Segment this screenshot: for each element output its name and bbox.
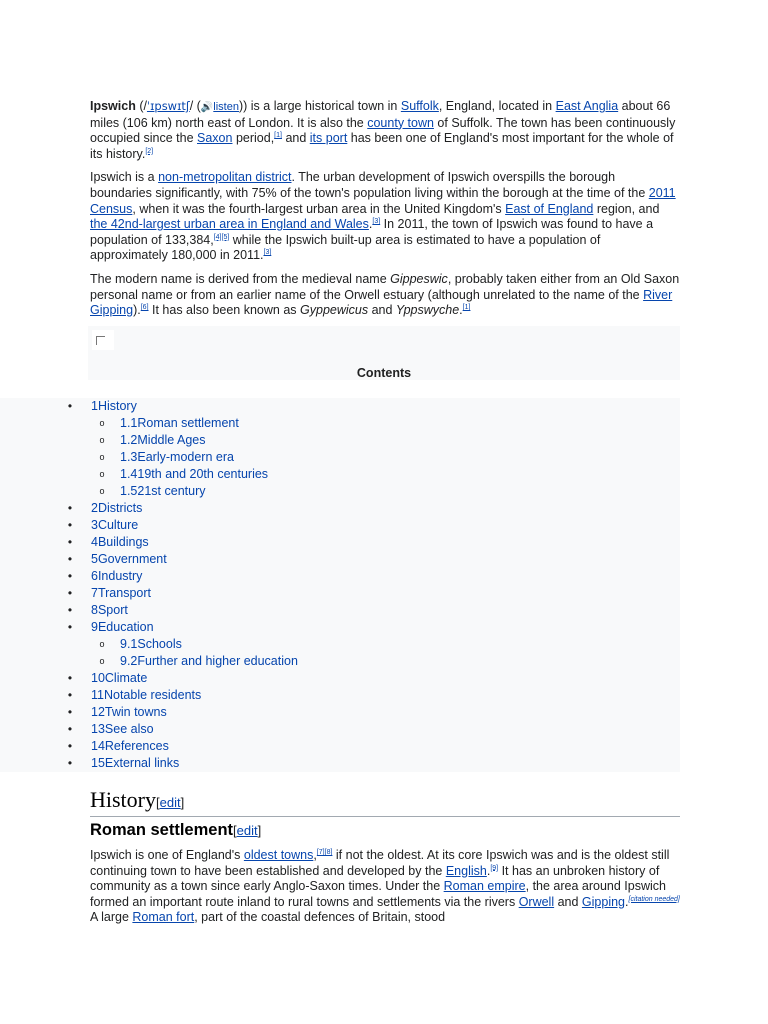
toc-link[interactable] [91, 721, 154, 738]
gippeswic-italic: Gippeswic [390, 271, 448, 286]
census-link[interactable]: 2011 Census [90, 185, 676, 216]
roman-settlement-heading-text: Roman settlement [90, 821, 234, 839]
toc-item[interactable] [0, 517, 680, 534]
toc-label[interactable]: External links [104, 756, 180, 770]
toc-item[interactable] [0, 551, 680, 568]
toc-label[interactable]: Industry [97, 569, 143, 583]
toc-item[interactable] [0, 466, 680, 483]
toc-item[interactable] [0, 704, 680, 721]
toc-item[interactable] [0, 602, 680, 619]
toc-number: 3 [91, 518, 98, 532]
roman-fort-link[interactable]: Roman fort [132, 910, 195, 925]
circle-bullet-icon: o [99, 452, 105, 462]
bullet-icon: • [67, 603, 73, 617]
toc-link[interactable] [91, 551, 167, 568]
bullet-icon: • [67, 756, 73, 770]
toc-label[interactable]: Education [97, 620, 154, 634]
gipping-link[interactable]: Gipping [581, 894, 626, 909]
bullet-icon: • [67, 671, 73, 685]
toc-link[interactable] [91, 568, 142, 585]
ref-2[interactable]: [2] [145, 147, 154, 155]
toc-item[interactable] [0, 483, 680, 500]
bullet-icon: • [67, 569, 73, 583]
toc-link[interactable] [91, 670, 147, 687]
toc-label[interactable]: Further and higher education [137, 654, 298, 668]
history-heading: History[edit] [90, 786, 680, 817]
toc-link[interactable] [91, 704, 167, 721]
toc-number: 14 [91, 739, 105, 753]
toc-link[interactable] [91, 755, 179, 772]
bullet-icon: • [67, 399, 73, 413]
toc-item[interactable] [0, 738, 680, 755]
toc-item[interactable] [0, 415, 680, 432]
toc-number: 5 [91, 552, 98, 566]
ref-3b[interactable]: [3] [263, 249, 272, 257]
bullet-icon: • [67, 620, 73, 634]
history-heading-text: History [90, 787, 156, 812]
bullet-icon: • [67, 586, 73, 600]
toc-item[interactable] [0, 653, 680, 670]
toc-number: 12 [91, 705, 105, 719]
name-paragraph: The modern name is derived from the medieval name Gippeswic, probably taken either from an Old Saxon personal name or from an earlier name of the Orwell estuary (although unrelated to the name of the River Gipping).[6] It has also been known as Gyppewicus and Yppswyche.[1] [90, 271, 680, 318]
toc-link[interactable] [120, 653, 298, 670]
county-town-link[interactable]: county town [367, 115, 434, 130]
toc-label[interactable]: 19th and 20th centuries [137, 467, 269, 481]
toc-item[interactable] [0, 636, 680, 653]
bullet-icon: • [67, 518, 73, 532]
toc-label[interactable]: Sport [97, 603, 128, 617]
toc-link[interactable] [120, 432, 206, 449]
suffolk-link[interactable]: Suffolk [400, 99, 439, 113]
circle-bullet-icon: o [99, 656, 105, 666]
saxon-link[interactable]: Saxon [197, 131, 233, 146]
toc-item[interactable] [0, 721, 680, 738]
toc-link[interactable] [120, 449, 234, 466]
intro-paragraph: Ipswich (/ˈɪpswɪtʃ/ (🔊listen)) is a large historical town in Suffolk, England, located in East Anglia about 66 miles (106 km) north east of London. It is also the county town of Suffolk. The town has been continuously occupied since the Saxon period,[1] and its port has been one of England's most important for the whole of its history.[2] [90, 99, 676, 161]
ref-4-5[interactable]: [4][5] [213, 233, 230, 241]
roman-empire-link[interactable]: Roman empire [443, 879, 526, 894]
toc-label[interactable]: Middle Ages [137, 433, 206, 447]
toc-link[interactable] [91, 619, 154, 636]
bullet-icon: • [67, 552, 73, 566]
toc-link[interactable] [120, 636, 182, 653]
toc-label[interactable]: See also [104, 722, 154, 736]
roman-settlement-heading: Roman settlement[edit] [90, 821, 262, 839]
toc-list [0, 398, 680, 772]
non-metropolitan-district-link[interactable]: non-metropolitan district [158, 170, 292, 185]
ref-7-8[interactable]: [7][8] [316, 848, 333, 856]
its-port-link[interactable]: its port [309, 131, 348, 146]
toc-link[interactable] [120, 415, 239, 432]
toc-label[interactable]: Transport [97, 586, 151, 600]
citation-needed-link[interactable]: [citation needed] [628, 895, 680, 903]
toc-link[interactable] [91, 534, 149, 551]
toc-checkbox-icon[interactable] [96, 336, 105, 345]
toc-label[interactable]: Districts [97, 501, 143, 515]
article-title-bold: Ipswich [90, 99, 136, 113]
ref-1b[interactable]: [1] [462, 303, 471, 311]
orwell-link[interactable]: Orwell [518, 894, 555, 909]
toc-item[interactable] [0, 398, 680, 415]
toc-item[interactable] [0, 670, 680, 687]
toc-number: 1.1 [120, 416, 138, 430]
toc-item[interactable] [0, 619, 680, 636]
toc-number: 15 [91, 756, 105, 770]
toc-item[interactable] [0, 500, 680, 517]
circle-bullet-icon: o [99, 486, 105, 496]
toc-label[interactable]: 21st century [137, 484, 206, 498]
oldest-towns-link[interactable]: oldest towns [243, 848, 314, 862]
roman-edit-link[interactable]: edit [236, 823, 258, 838]
toc-item[interactable] [0, 449, 680, 466]
toc-label[interactable]: Roman settlement [137, 416, 239, 430]
article-body [90, 99, 680, 327]
toc-number: 9 [91, 620, 98, 634]
toc-link[interactable] [91, 517, 138, 534]
toc-number: 9.1 [120, 637, 138, 651]
toc-item[interactable] [0, 432, 680, 449]
district-paragraph: Ipswich is a non-metropolitan district. The urban development of Ipswich overspills the borough boundaries significantly, with 75% of the town's population living within the borough at the time of the 2011 Census, when it was the fourth-largest urban area in the United Kingdom's East of England region, and the 42nd-largest urban area in England and Wales.[3] In 2011, the town of Ipswich was found to have a population of 133,384,[4][5] while the Ipswich built-up area is estimated to have a population of approximately 180,000 in 2011.[3] [90, 170, 676, 263]
toc-item[interactable] [0, 534, 680, 551]
bullet-icon: • [67, 501, 73, 515]
ref-1[interactable]: [1] [274, 132, 282, 140]
circle-bullet-icon: o [99, 469, 105, 479]
toc-number: 10 [91, 671, 105, 685]
bullet-icon: • [67, 722, 73, 736]
listen-link[interactable]: listen [213, 101, 239, 113]
toc-label[interactable]: Culture [97, 518, 139, 532]
toc-number: 1.2 [120, 433, 138, 447]
toc-label[interactable]: Schools [137, 637, 182, 651]
toc-number: 6 [91, 569, 98, 583]
bullet-icon: • [67, 688, 73, 702]
toc-item[interactable] [0, 687, 680, 704]
toc-number: 1.3 [120, 450, 138, 464]
toc-header [88, 326, 680, 380]
toc-link[interactable] [91, 500, 142, 517]
roman-paragraph: Ipswich is one of England's oldest towns,[7][8] if not the oldest. At its core Ipswich was and is the oldest still continuing town to have been established and developed by the English.[9] It has an unbroken history of community as a town since early Anglo-Saxon times. Under the Roman empire, the area around Ipswich formed an important route inland to rural towns and settlements via the rivers Orwell and Gipping.[citation needed] A large Roman fort, part of the coastal defences of Britain, stood [90, 848, 680, 925]
ref-3[interactable]: [3] [372, 218, 381, 225]
toc-link[interactable] [91, 602, 128, 619]
circle-bullet-icon: o [99, 639, 105, 649]
ref-6[interactable]: [6] [140, 303, 149, 311]
toc-number: 1 [91, 399, 98, 413]
speaker-icon[interactable]: 🔊 [200, 102, 214, 113]
toc-label[interactable]: History [97, 399, 137, 413]
circle-bullet-icon: o [99, 418, 105, 428]
toc-item[interactable] [0, 585, 680, 602]
east-anglia-link[interactable]: East Anglia [555, 99, 619, 113]
toc-link[interactable] [91, 585, 151, 602]
english-link[interactable]: English [445, 863, 487, 878]
toc-number: 1.4 [120, 467, 138, 481]
ipa-link[interactable]: ˈɪpswɪtʃ [146, 99, 190, 113]
bullet-icon: • [67, 535, 73, 549]
toc-link[interactable] [91, 687, 201, 704]
toc-label[interactable]: Government [97, 552, 167, 566]
toc-toggle[interactable] [92, 330, 114, 350]
toc-number: 4 [91, 535, 98, 549]
ref-9[interactable]: [9] [490, 864, 499, 872]
toc-number: 7 [91, 586, 98, 600]
bullet-icon: • [67, 705, 73, 719]
toc-label[interactable]: Notable residents [103, 688, 202, 702]
urban-area-link[interactable]: the 42nd-largest urban area in England and Wales [90, 217, 369, 232]
river-gipping-link[interactable]: River Gipping [90, 287, 673, 318]
toc-number: 1.5 [120, 484, 138, 498]
toc-label[interactable]: References [104, 739, 169, 753]
toc-item[interactable] [0, 755, 680, 772]
toc-item[interactable] [0, 568, 680, 585]
yppswyche-italic: Yppswyche [395, 303, 460, 318]
toc-label[interactable]: Twin towns [104, 705, 167, 719]
toc-label[interactable]: Buildings [97, 535, 149, 549]
toc-link[interactable] [120, 466, 268, 483]
toc-number: 13 [91, 722, 105, 736]
bullet-icon: • [67, 739, 73, 753]
toc-number: 2 [91, 501, 98, 515]
history-edit-link[interactable]: edit [159, 795, 181, 810]
gyppewicus-italic: Gyppewicus [300, 303, 369, 318]
toc-number: 11 [91, 688, 104, 702]
toc-label[interactable]: Climate [104, 671, 148, 685]
toc-link[interactable] [120, 483, 205, 500]
east-of-england-link[interactable]: East of England [505, 201, 594, 216]
toc-number: 9.2 [120, 654, 138, 668]
toc-title: Contents [356, 366, 412, 380]
toc-number: 8 [91, 603, 98, 617]
toc-label[interactable]: Early-modern era [137, 450, 234, 464]
toc-link[interactable] [91, 738, 169, 755]
circle-bullet-icon: o [99, 435, 105, 445]
toc-link[interactable] [91, 398, 137, 415]
